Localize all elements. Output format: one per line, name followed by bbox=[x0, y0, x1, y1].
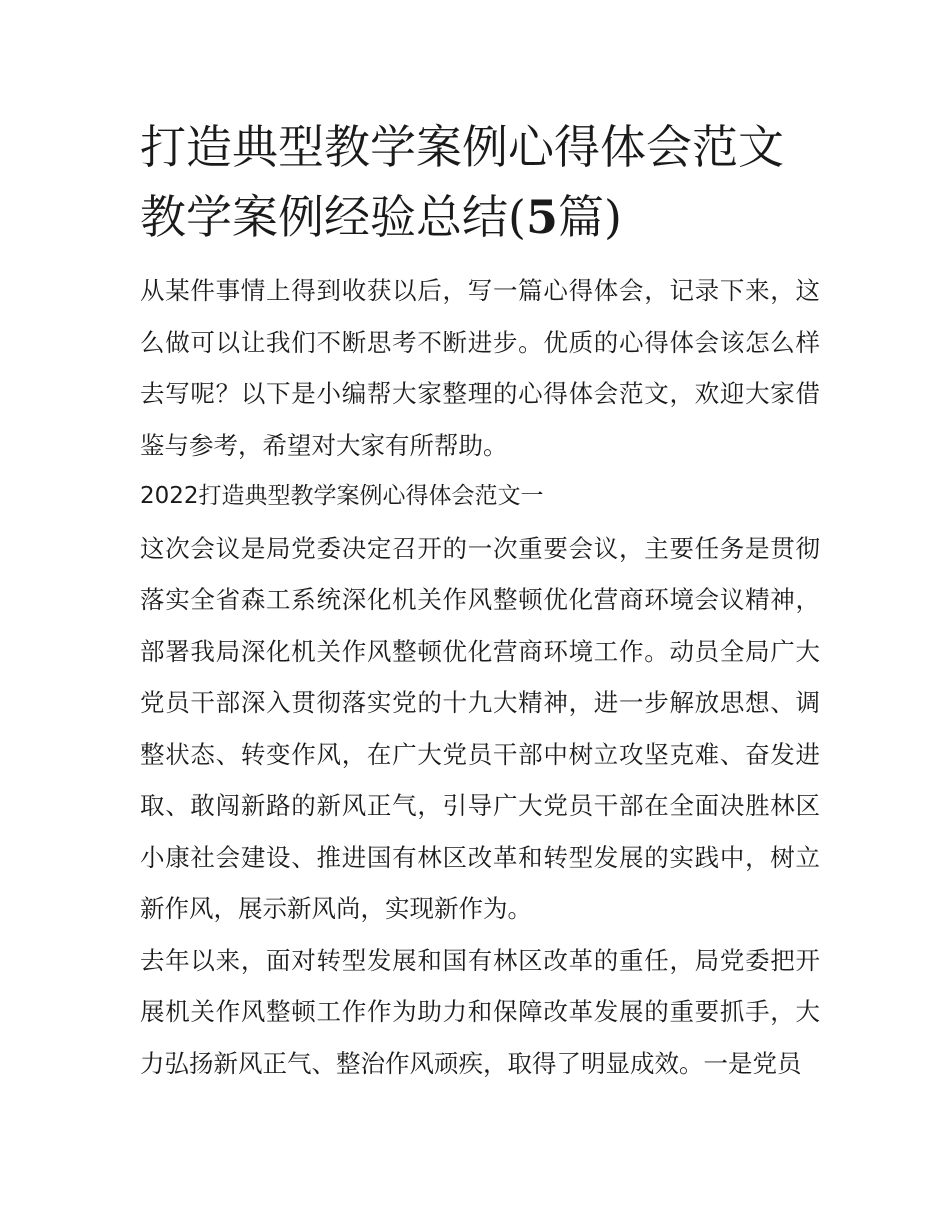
title-text-part2: 篇) bbox=[557, 190, 622, 244]
body-paragraph-2: 去年以来，面对转型发展和国有林区改革的重任，局党委把开展机关作风整顿工作作为助力和保障改革发展的重要抓手，大力弘扬新风正气、整治作风顽疾，取得了明显成效。一是党员 bbox=[140, 945, 820, 1078]
document-body bbox=[140, 112, 820, 1089]
title-text-part1: 打造典型教学案例心得体会范文 教学案例经验总结( bbox=[140, 120, 784, 244]
document-title bbox=[140, 112, 820, 252]
title-count: 5 bbox=[525, 190, 558, 244]
body-paragraph-1: 这次会议是局党委决定召开的一次重要会议，主要任务是贯彻落实全省森工系统深化机关作风整顿优化营商环境会议精神，部署我局深化机关作风整顿优化营商环境工作。动员全局广大党员干部深入贯彻落实党的十九大精神，进一步解放思想、调整状态、转变作风，在广大党员干部中树立攻坚克难、奋发进取、敢闯新路的新风正气，引导广大党员干部在全面决胜林区小康社会建设、推进国有林区改革和转型发展的实践中，树立新作风，展示新风尚，实现新作为。 bbox=[140, 533, 820, 923]
intro-paragraph: 从某件事情上得到收获以后，写一篇心得体会，记录下来，这么做可以让我们不断思考不断进步。优质的心得体会该怎么样去写呢？以下是小编帮大家整理的心得体会范文，欢迎大家借鉴与参考，希望对大家有所帮助。 bbox=[140, 276, 820, 460]
section-heading: 2022打造典型教学案例心得体会范文一 bbox=[140, 483, 544, 509]
